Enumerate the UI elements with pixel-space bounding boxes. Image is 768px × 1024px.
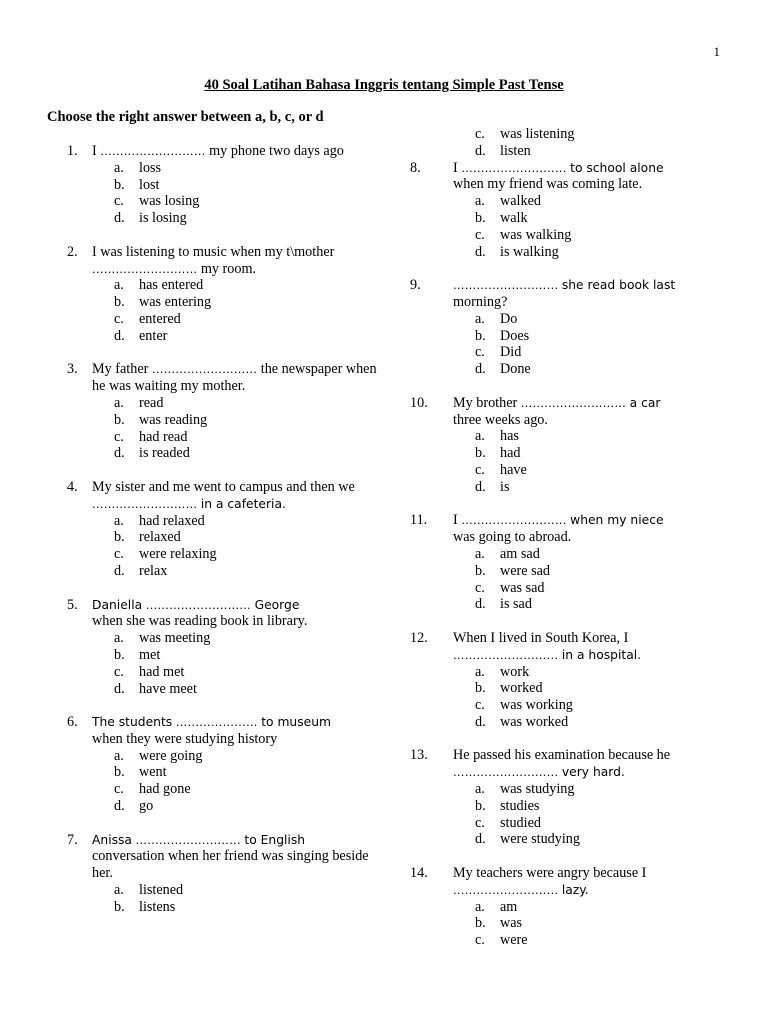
option-list — [48, 277, 378, 344]
question-stem — [48, 714, 378, 748]
answer-blank: ……………………… — [453, 882, 559, 897]
option-list — [410, 899, 730, 949]
option-text: has — [500, 428, 519, 445]
option-text: was entering — [139, 294, 212, 311]
option-letter: a. — [114, 747, 124, 764]
option-c[interactable] — [48, 429, 378, 446]
answer-blank: ……………………… — [92, 261, 198, 276]
option-c[interactable] — [410, 344, 730, 361]
option-text: listen — [500, 142, 531, 159]
option-text: was working — [500, 697, 573, 714]
option-letter: d. — [475, 361, 486, 378]
option-text: was studying — [500, 781, 575, 798]
option-list — [48, 748, 378, 815]
option-list — [410, 126, 730, 160]
option-c[interactable] — [48, 664, 378, 681]
question-text: I — [453, 512, 458, 529]
option-letter: d. — [114, 327, 125, 344]
option-text: worked — [500, 680, 543, 697]
question-text: My father — [92, 361, 149, 378]
option-text: entered — [139, 310, 181, 327]
option-letter: a. — [475, 781, 485, 798]
option-letter: a. — [114, 394, 124, 411]
option-letter: b. — [114, 764, 125, 781]
question-text: I — [453, 159, 458, 176]
option-letter: c. — [114, 310, 124, 327]
option-letter: d. — [475, 142, 486, 159]
option-b[interactable] — [410, 798, 730, 815]
question-stem — [410, 747, 730, 781]
question-number: 6. — [67, 714, 78, 731]
option-b[interactable] — [410, 328, 730, 345]
option-list — [48, 395, 378, 462]
option-letter: b. — [114, 294, 125, 311]
option-c[interactable] — [48, 546, 378, 563]
option-text: Does — [500, 327, 530, 344]
answer-blank: ……………………… — [135, 832, 241, 847]
option-text: went — [139, 764, 167, 781]
option-list — [48, 160, 378, 227]
question-stem — [48, 597, 378, 631]
option-text: have meet — [139, 680, 197, 697]
option-a[interactable] — [410, 781, 730, 798]
option-d[interactable] — [410, 244, 730, 261]
option-letter: c. — [475, 932, 485, 949]
answer-blank: ………………… — [175, 715, 258, 730]
option-text: Done — [500, 361, 531, 378]
question-text: my phone two days ago — [209, 143, 344, 159]
question-2 — [48, 244, 378, 345]
option-letter: d. — [475, 713, 486, 730]
option-d[interactable] — [410, 479, 730, 496]
option-letter: a. — [475, 545, 485, 562]
option-letter: c. — [475, 226, 485, 243]
option-d[interactable] — [410, 596, 730, 613]
option-a[interactable] — [48, 277, 378, 294]
question-text: I was listening to music when my t\mother — [92, 243, 335, 260]
option-a[interactable] — [410, 311, 730, 328]
question-text: When I lived in South Korea, I — [453, 629, 629, 646]
question-text: very hard. — [561, 765, 625, 780]
question-number: 7. — [67, 831, 78, 848]
option-letter: d. — [114, 798, 125, 815]
question-number: 13. — [410, 747, 428, 764]
question-7 — [48, 832, 378, 916]
option-a[interactable] — [48, 630, 378, 647]
question-5 — [48, 597, 378, 698]
answer-blank: ……………………… — [453, 278, 559, 293]
question-number: 2. — [67, 243, 78, 260]
option-list — [410, 193, 730, 260]
instruction-text: Choose the right answer between a, b, c, or d — [47, 109, 324, 125]
question-9 — [410, 277, 730, 378]
option-text: is losing — [139, 210, 187, 227]
option-text: relaxed — [139, 529, 181, 546]
option-text: have — [500, 461, 527, 478]
option-text: is — [500, 478, 510, 495]
question-number: 1. — [67, 143, 78, 159]
option-text: was walking — [500, 226, 572, 243]
option-text: listens — [139, 898, 176, 915]
option-letter: c. — [114, 663, 124, 680]
question-text: to museum — [261, 715, 331, 730]
option-text: relax — [139, 562, 168, 579]
option-letter: a. — [475, 898, 485, 915]
option-a[interactable] — [410, 664, 730, 681]
question-text: George — [254, 597, 300, 612]
question-number: 3. — [67, 361, 78, 378]
question-8 — [410, 160, 730, 261]
option-letter: a. — [475, 310, 485, 327]
option-list — [410, 428, 730, 495]
question-3 — [48, 361, 378, 462]
question-stem — [410, 395, 730, 429]
option-b[interactable] — [48, 647, 378, 664]
question-text: to English — [244, 832, 306, 847]
question-stem — [48, 479, 378, 513]
question-4 — [48, 479, 378, 580]
option-letter: d. — [475, 596, 486, 613]
option-letter: b. — [475, 327, 486, 344]
option-b[interactable] — [48, 529, 378, 546]
option-text: studies — [500, 797, 540, 814]
option-text: were studying — [500, 831, 580, 848]
question-stem — [410, 512, 730, 546]
answer-blank: ……………………… — [520, 395, 627, 410]
option-b[interactable] — [48, 764, 378, 781]
option-a[interactable] — [48, 882, 378, 899]
option-letter: d. — [114, 445, 125, 462]
question-text: she read book last — [561, 278, 676, 293]
option-text: Did — [500, 344, 522, 361]
option-letter: c. — [114, 193, 124, 210]
option-d[interactable] — [48, 563, 378, 580]
answer-blank: ……………………… — [145, 597, 252, 612]
option-a[interactable] — [48, 160, 378, 177]
option-b[interactable] — [410, 915, 730, 932]
question-12 — [410, 630, 730, 731]
option-c[interactable] — [410, 126, 730, 143]
question-number: 8. — [410, 159, 421, 176]
question-text: My teachers were angry because I — [453, 865, 647, 882]
answer-blank: ……………………… — [461, 513, 567, 528]
option-letter: d. — [114, 680, 125, 697]
question-number: 10. — [410, 394, 428, 411]
option-list — [48, 513, 378, 580]
question-text: when my friend was coming late. — [453, 176, 643, 193]
option-text: had relaxed — [139, 512, 205, 529]
question-text: three weeks ago. — [453, 411, 548, 428]
answer-blank: ……………………… — [151, 362, 258, 377]
question-number: 12. — [410, 629, 428, 646]
option-b[interactable] — [410, 680, 730, 697]
option-text: read — [139, 394, 164, 411]
question-11 — [410, 512, 730, 613]
option-letter: b. — [475, 797, 486, 814]
option-letter: c. — [475, 344, 485, 361]
option-text: was losing — [139, 193, 200, 210]
question-text: the newspaper when he was waiting my mother. — [92, 361, 377, 395]
option-list — [410, 781, 730, 848]
question-6 — [48, 714, 378, 815]
question-text: morning? — [453, 293, 508, 310]
question-text: The students — [92, 715, 173, 730]
option-a[interactable] — [410, 546, 730, 563]
question-text: Anissa — [92, 832, 132, 847]
question-10 — [410, 395, 730, 496]
option-text: was meeting — [139, 630, 211, 647]
answer-blank: ……………………… — [461, 160, 567, 175]
option-text: listened — [139, 882, 184, 899]
question-text: when my niece — [570, 513, 664, 528]
option-letter: b. — [114, 176, 125, 193]
option-c[interactable] — [48, 781, 378, 798]
option-text: were sad — [500, 562, 551, 579]
question-text: lazy. — [561, 882, 589, 897]
option-letter: d. — [114, 562, 125, 579]
option-text: work — [500, 663, 530, 680]
option-b[interactable] — [410, 445, 730, 462]
option-letter: c. — [475, 461, 485, 478]
option-letter: b. — [475, 562, 486, 579]
option-d[interactable] — [48, 681, 378, 698]
option-text: was — [500, 915, 523, 932]
option-text: had — [500, 445, 521, 462]
question-stem — [48, 244, 378, 278]
question-1 — [48, 143, 378, 227]
option-letter: d. — [475, 478, 486, 495]
option-text: has entered — [139, 277, 204, 294]
option-text: loss — [139, 159, 162, 176]
question-text: He passed his examination because he — [453, 747, 671, 764]
option-b[interactable] — [410, 563, 730, 580]
option-letter: c. — [475, 814, 485, 831]
option-letter: a. — [114, 630, 124, 647]
option-text: was listening — [500, 126, 575, 142]
option-d[interactable] — [48, 445, 378, 462]
option-b[interactable] — [48, 412, 378, 429]
question-text: in a cafeteria. — [200, 496, 286, 511]
question-stem — [410, 277, 730, 311]
option-text: am — [500, 898, 518, 915]
question-text: to school alone — [570, 160, 664, 175]
option-letter: c. — [114, 428, 124, 445]
question-text: conversation when her friend was singing beside her. — [92, 848, 369, 882]
question-text: was going to abroad. — [453, 529, 572, 546]
question-number: 9. — [410, 277, 421, 294]
option-list — [48, 882, 378, 916]
option-c[interactable] — [410, 462, 730, 479]
question-stem — [410, 630, 730, 664]
option-c[interactable] — [410, 580, 730, 597]
answer-blank: ……………………… — [453, 647, 559, 662]
option-letter: a. — [114, 512, 124, 529]
question-text: I — [92, 143, 97, 159]
question-text: a car — [629, 395, 661, 410]
option-d[interactable] — [410, 361, 730, 378]
option-letter: c. — [475, 697, 485, 714]
option-b[interactable] — [48, 177, 378, 194]
page-number: 1 — [713, 44, 720, 59]
left-column — [48, 143, 378, 916]
option-a[interactable] — [48, 748, 378, 765]
option-text: had gone — [139, 781, 191, 798]
option-letter: b. — [114, 529, 125, 546]
option-d[interactable] — [410, 143, 730, 160]
question-text: in a hospital. — [561, 647, 642, 662]
option-a[interactable] — [48, 513, 378, 530]
right-column — [410, 126, 730, 949]
answer-blank: ……………………… — [92, 496, 198, 511]
option-list — [410, 546, 730, 613]
answer-blank: ……………………… — [453, 765, 559, 780]
option-d[interactable] — [48, 328, 378, 345]
question-number: 11. — [410, 512, 428, 529]
option-b[interactable] — [48, 899, 378, 916]
option-letter: c. — [114, 781, 124, 798]
option-list — [410, 664, 730, 731]
option-text: were going — [139, 747, 203, 764]
option-text: was sad — [500, 579, 545, 596]
question-text: Daniella — [92, 597, 143, 612]
option-c[interactable] — [410, 697, 730, 714]
question-text: when they were studying history — [92, 730, 278, 747]
option-c[interactable] — [410, 815, 730, 832]
option-list — [48, 630, 378, 697]
question-number: 4. — [67, 478, 78, 495]
question-stem — [48, 832, 378, 882]
question-stem — [48, 361, 378, 395]
option-text: studied — [500, 814, 541, 831]
option-text: had met — [139, 663, 185, 680]
question-7-continued — [410, 126, 730, 160]
option-c[interactable] — [410, 932, 730, 949]
option-letter: b. — [114, 898, 125, 915]
option-text: lost — [139, 176, 160, 193]
option-letter: a. — [114, 159, 124, 176]
question-number: 5. — [67, 596, 78, 613]
question-number: 14. — [410, 865, 428, 882]
option-letter: c. — [114, 546, 124, 563]
option-text: met — [139, 646, 161, 663]
question-14 — [410, 865, 730, 949]
option-letter: b. — [114, 646, 125, 663]
option-text: enter — [139, 327, 168, 344]
option-text: were — [500, 932, 528, 949]
option-a[interactable] — [48, 395, 378, 412]
option-letter: a. — [475, 428, 485, 445]
option-text: is walking — [500, 243, 559, 260]
option-text: Do — [500, 310, 518, 327]
question-stem — [410, 160, 730, 194]
option-text: was reading — [139, 411, 208, 428]
option-d[interactable] — [410, 831, 730, 848]
option-d[interactable] — [410, 714, 730, 731]
option-c[interactable] — [48, 311, 378, 328]
option-letter: a. — [114, 882, 124, 899]
option-text: were relaxing — [139, 546, 217, 563]
option-b[interactable] — [48, 294, 378, 311]
question-text: My brother — [453, 394, 518, 411]
option-text: is sad — [500, 596, 532, 613]
option-text: go — [139, 798, 154, 815]
option-text: walked — [500, 193, 541, 210]
option-letter: d. — [114, 210, 125, 227]
option-c[interactable] — [48, 193, 378, 210]
option-letter: c. — [475, 579, 485, 596]
question-text: my room. — [200, 260, 257, 277]
option-text: am sad — [500, 545, 540, 562]
question-stem — [410, 865, 730, 899]
option-list — [410, 311, 730, 378]
option-text: was worked — [500, 713, 569, 730]
option-letter: b. — [475, 680, 486, 697]
question-13 — [410, 747, 730, 848]
option-letter: b. — [475, 445, 486, 462]
option-letter: d. — [475, 831, 486, 848]
option-d[interactable] — [48, 210, 378, 227]
option-letter: a. — [114, 277, 124, 294]
option-a[interactable] — [410, 428, 730, 445]
option-a[interactable] — [410, 899, 730, 916]
option-letter: b. — [114, 411, 125, 428]
question-text: My sister and me went to campus and then we — [92, 478, 355, 495]
option-letter: d. — [475, 243, 486, 260]
answer-blank: ……………………… — [100, 144, 206, 158]
option-text: is readed — [139, 445, 190, 462]
option-b[interactable] — [410, 210, 730, 227]
option-letter: b. — [475, 915, 486, 932]
option-a[interactable] — [410, 193, 730, 210]
option-letter: b. — [475, 209, 486, 226]
option-letter: a. — [475, 663, 485, 680]
option-c[interactable] — [410, 227, 730, 244]
question-text: when she was reading book in library. — [92, 613, 308, 630]
question-stem — [48, 143, 378, 160]
option-text: had read — [139, 428, 188, 445]
option-letter: c. — [475, 126, 485, 142]
option-d[interactable] — [48, 798, 378, 815]
option-text: walk — [500, 209, 528, 226]
option-letter: a. — [475, 193, 485, 210]
document-title: 40 Soal Latihan Bahasa Inggris tentang Simple Past Tense — [204, 77, 564, 93]
